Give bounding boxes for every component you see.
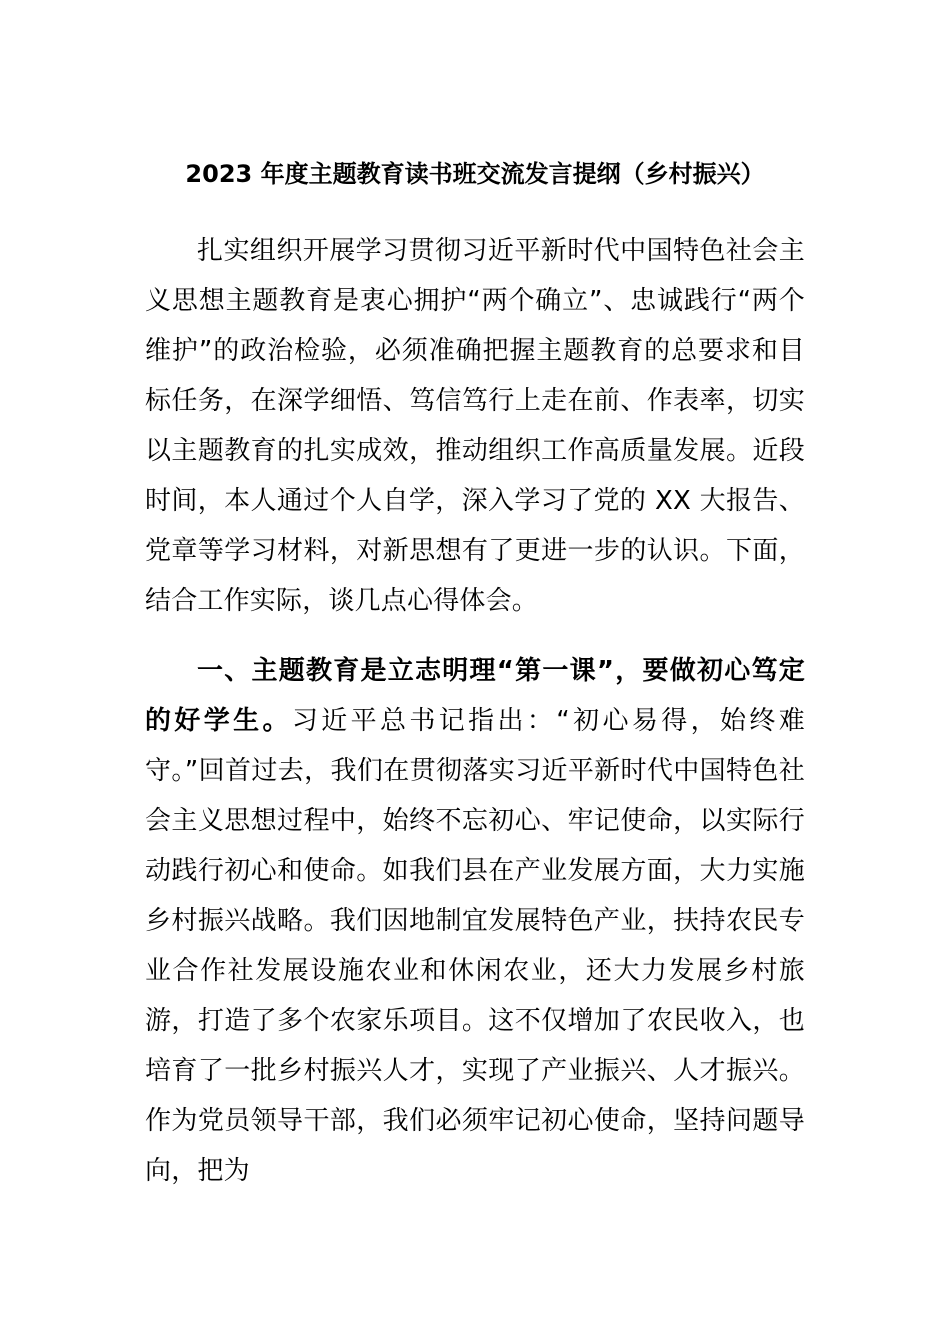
intro-paragraph: 扎实组织开展学习贯彻习近平新时代中国特色社会主义思想主题教育是衷心拥护“两个确立”、忠诚践行“两个维护”的政治检验，必须准确把握主题教育的总要求和目标任务，在深学细悟、笃信笃行上走在前、作表率，切实以主题教育的扎实成效，推动组织工作高质量发展。近段时间，本人通过个人自学，深入学习了党的 XX 大报告、党章等学习材料，对新思想有了更进一步的认识。下面，结合工作实际，谈几点心得体会。 xyxy=(145,236,805,616)
section-1-paragraph xyxy=(145,646,805,1196)
document-title: 2023 年度主题教育读书班交流发言提纲（乡村振兴） xyxy=(185,160,765,188)
section-1-body: 习近平总书记指出：“初心易得，始终难守。”回首过去，我们在贯彻落实习近平新时代中国特色社会主义思想过程中，始终不忘初心、牢记使命，以实际行动践行初心和使命。如我们县在产业发展方面，大力实施乡村振兴战略。我们因地制宜发展特色产业，扶持农民专业合作社发展设施农业和休闲农业，还大力发展乡村旅游，打造了多个农家乐项目。这不仅增加了农民收入，也培育了一批乡村振兴人才，实现了产业振兴、人才振兴。作为党员领导干部，我们必须牢记初心使命，坚持问题导向，把为 xyxy=(145,706,805,1186)
section-1-heading: 一、主题教育是立志明理“第一课”，要做初心笃定的好学生。 xyxy=(145,656,805,736)
